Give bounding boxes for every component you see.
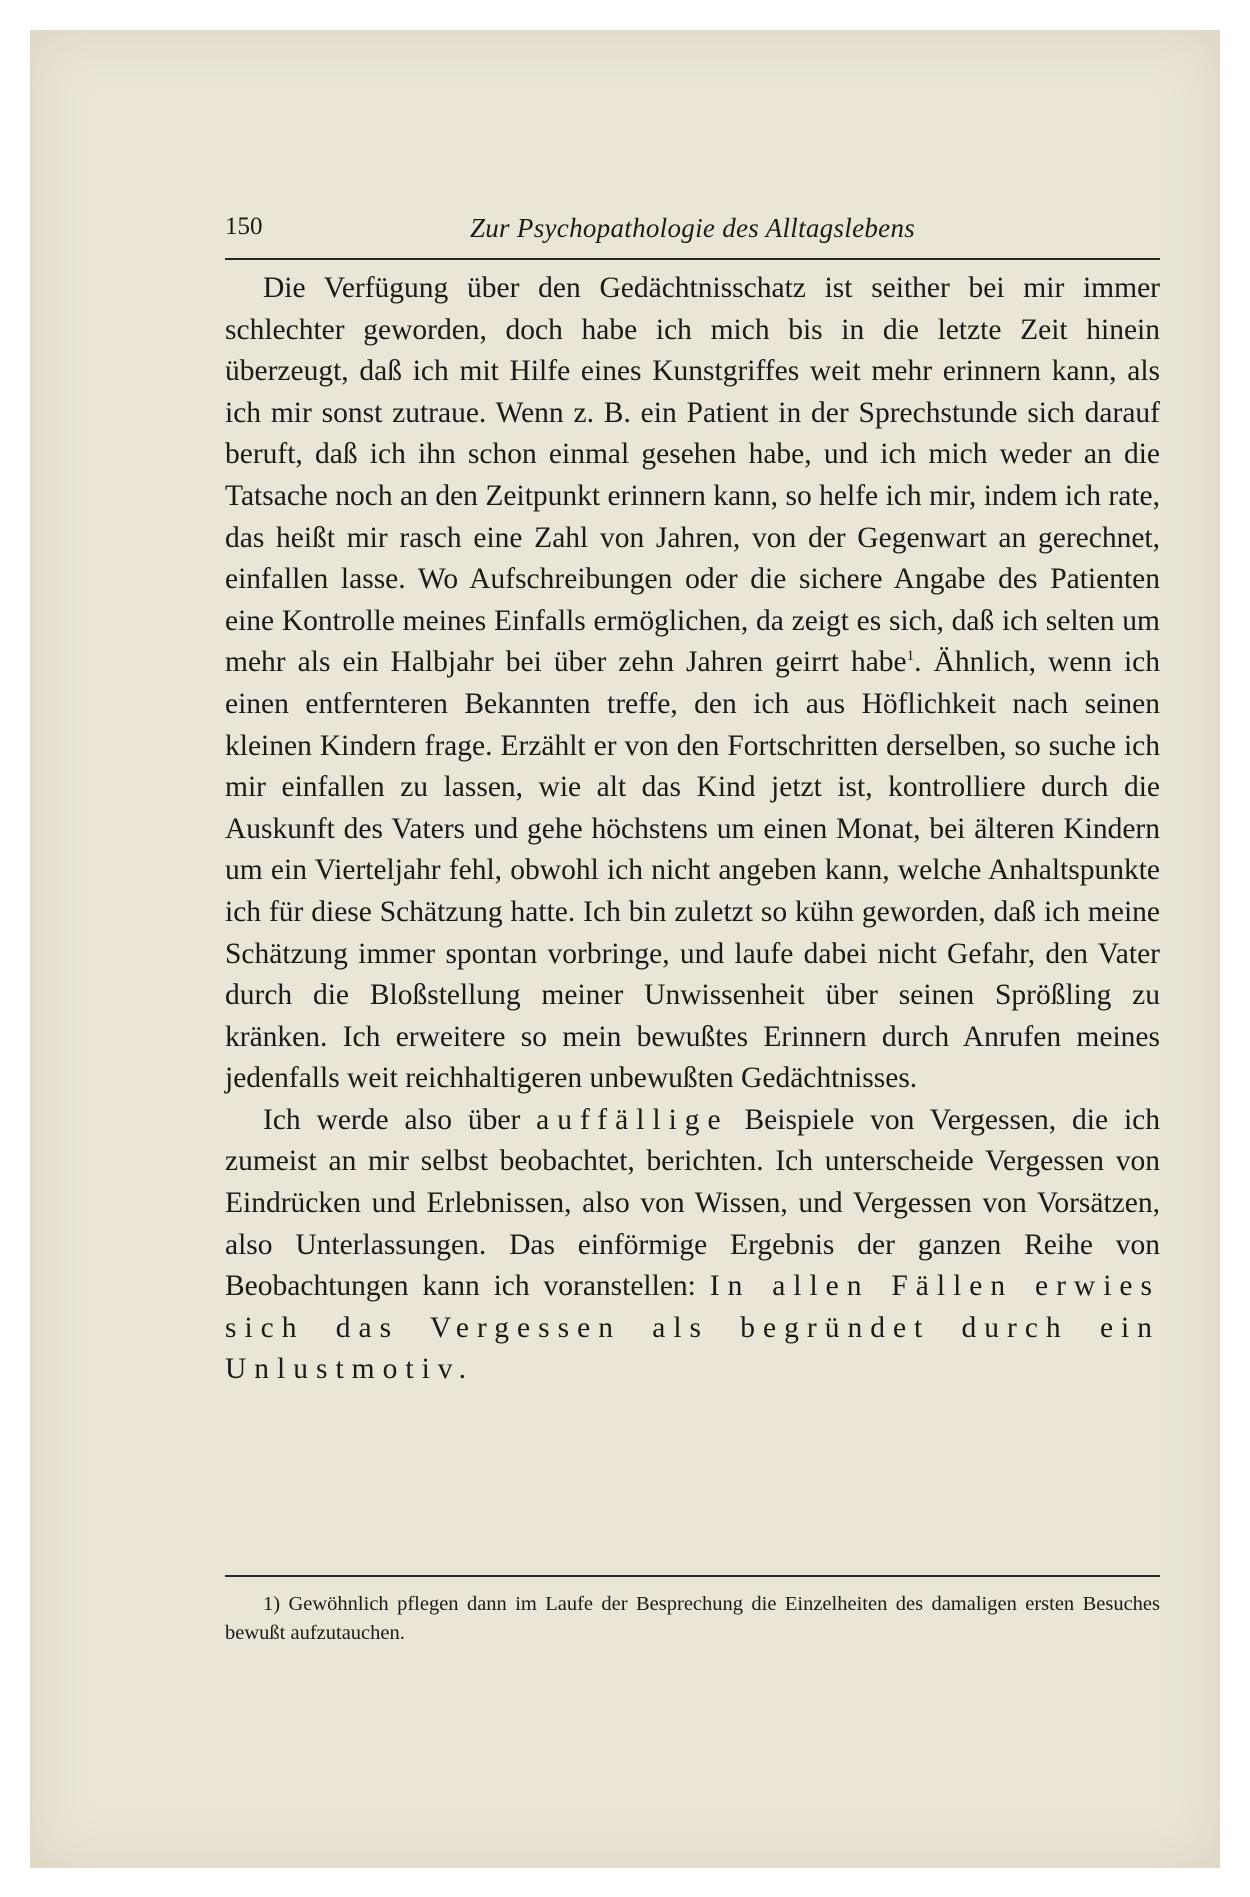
page-number: 150 xyxy=(225,213,263,240)
body-text xyxy=(225,268,1160,1391)
paragraph-text: . Ähnlich, wenn ich einen entfernteren Bekannten treffe, den ich aus Höflichkeit nach seinen kleinen Kindern frage. Erzählt er von den Fortschritten derselben, so suche ich mir einfallen zu lassen, wie alt das Kind jetzt ist, kontrolliere durch die Auskunft des Vaters und gehe höchstens um einen Monat, bei älteren Kindern um ein Vierteljahr fehl, obwohl ich nicht angeben kann, welche Anhaltspunkte ich für diese Schätzung hatte. Ich bin zuletzt so kühn geworden, daß ich meine Schätzung immer spontan vorbringe, und laufe dabei nicht Gefahr, den Vater durch die Bloßstellung meiner Unwissenheit über seinen Sprößling zu kränken. Ich erweitere so mein bewußtes Erinnern durch Anrufen meines jedenfalls weit reichhaltigeren unbewußten Gedächtnisses. xyxy=(225,646,1160,1095)
book-page xyxy=(30,30,1220,1868)
paragraph xyxy=(225,1100,1160,1391)
header-rule xyxy=(225,258,1160,260)
running-title: Zur Psychopathologie des Alltagslebens xyxy=(469,213,916,243)
footnote-reference: 1 xyxy=(906,648,915,665)
paragraph xyxy=(225,268,1160,1100)
running-head xyxy=(225,213,1160,253)
emphasized-text: auffällige xyxy=(536,1103,729,1136)
emphasized-text: In allen Fällen erwies sich das Vergessen als begründet durch ein Unlustmotiv. xyxy=(225,1270,1160,1386)
footnote-rule xyxy=(225,1575,1160,1577)
paragraph-text: Ich werde also über xyxy=(263,1103,537,1136)
paragraph-text: Beispiele von Vergessen, die ich zumeist an mir selbst beobachtet, berichten. Ich unterscheide Vergessen von Eindrücken und Erlebnissen, also von Wissen, und Vergessen von Vorsätzen, also Unterlassungen. Das einförmige Ergebnis der ganzen Reihe von Beobachtungen kann ich voranstellen: xyxy=(225,1103,1161,1303)
footnote: 1) Gewöhnlich pflegen dann im Laufe der Besprechung die Einzelheiten des damaligen ersten Besuches bewußt aufzutauchen. xyxy=(225,1593,1160,1644)
paragraph-text: Die Verfügung über den Gedächtnisschatz ist seither bei mir immer schlechter geworden, doch habe ich mich bis in die letzte Zeit hinein überzeugt, daß ich mit Hilfe eines Kunstgriffes weit mehr erinnern kann, als ich mir sonst zutraue. Wenn z. B. ein Patient in der Sprechstunde sich darauf beruft, daß ich ihn schon einmal gesehen habe, und ich mich weder an die Tatsache noch an den Zeitpunkt erinnern kann, so helfe ich mir, indem ich rate, das heißt mir rasch eine Zahl von Jahren, von der Gegenwart an gerechnet, einfallen lasse. Wo Aufschreibungen oder die sichere Angabe des Patienten eine Kontrolle meines Einfalls ermöglichen, da zeigt es sich, daß ich selten um mehr als ein Halbjahr bei über zehn Jahren geirrt habe xyxy=(225,272,1160,679)
